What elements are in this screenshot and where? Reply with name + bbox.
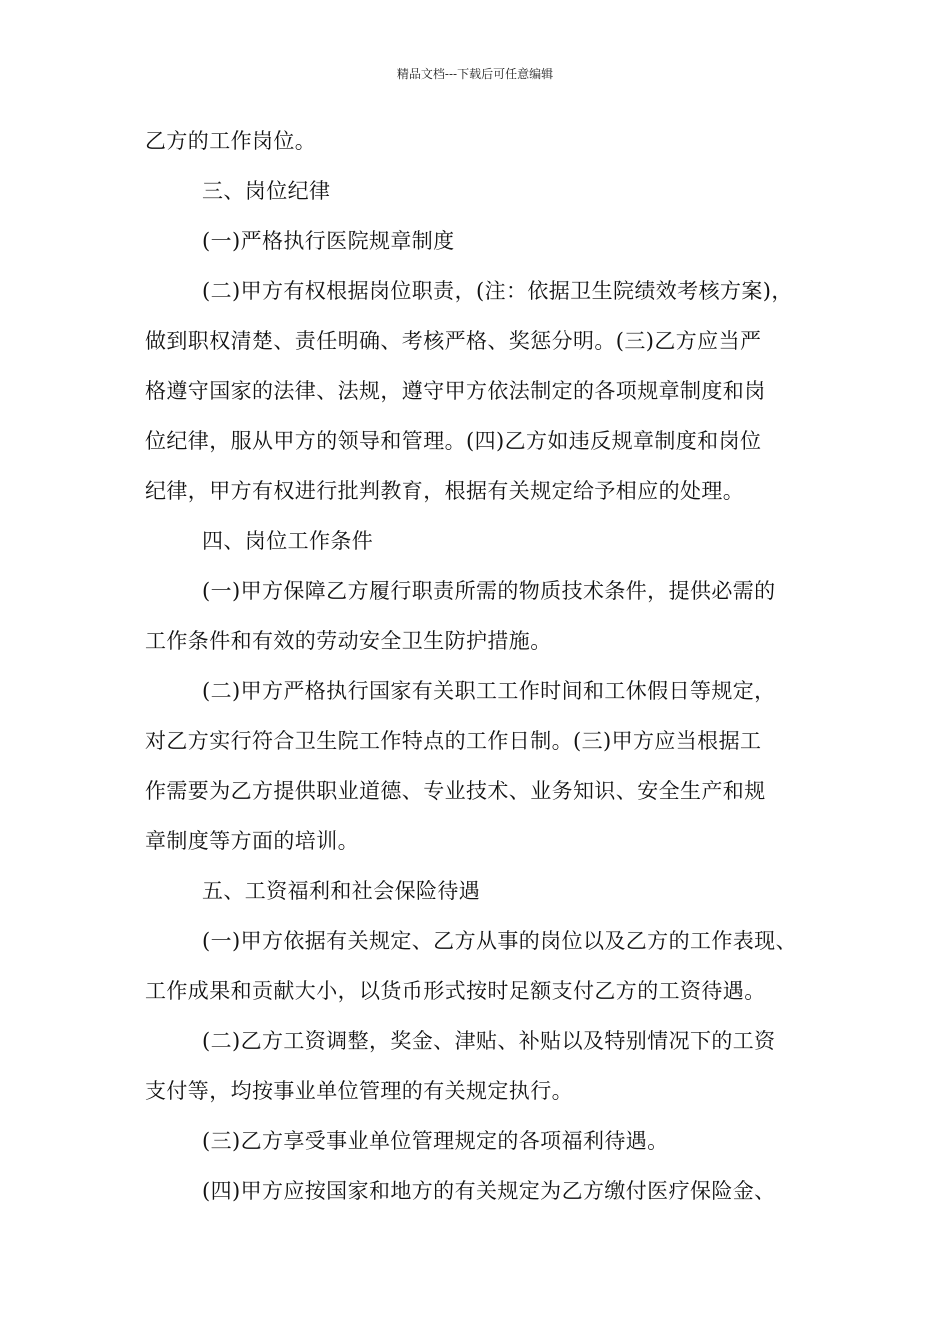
- clause-line: (四)甲方应按国家和地方的有关规定为乙方缴付医疗保险金、: [202, 1179, 776, 1203]
- clause-line: (二)甲方有权根据岗位职责，(注：依据卫生院绩效考核方案)，: [202, 279, 793, 303]
- document-body: [145, 126, 825, 1226]
- body-line: 支付等，均按事业单位管理的有关规定执行。: [145, 1079, 573, 1103]
- body-line: 工作成果和贡献大小，以货币形式按时足额支付乙方的工资待遇。: [145, 979, 766, 1003]
- clause-line: (二)甲方严格执行国家有关职工工作时间和工休假日等规定，: [202, 679, 776, 703]
- body-line: 章制度等方面的培训。: [145, 829, 359, 853]
- body-line: 位纪律，服从甲方的领导和管理。(四)乙方如违反规章制度和岗位: [145, 429, 762, 453]
- clause-line: (一)甲方依据有关规定、乙方从事的岗位以及乙方的工作表现、: [202, 929, 797, 953]
- page-header: 精品文档---下载后可任意编辑: [396, 67, 554, 81]
- body-line: 乙方的工作岗位。: [145, 129, 317, 153]
- body-line: 工作条件和有效的劳动安全卫生防护措施。: [145, 629, 552, 653]
- clause-line: (一)严格执行医院规章制度: [202, 229, 455, 253]
- clause-line: (一)甲方保障乙方履行职责所需的物质技术条件，提供必需的: [202, 579, 776, 603]
- body-line: 格遵守国家的法律、法规，遵守甲方依法制定的各项规章制度和岗: [145, 379, 766, 403]
- clause-line: (二)乙方工资调整，奖金、津贴、补贴以及特别情况下的工资: [202, 1029, 776, 1053]
- body-line: 纪律，甲方有权进行批判教育，根据有关规定给予相应的处理。: [145, 479, 745, 503]
- section-heading: 五、工资福利和社会保险待遇: [202, 879, 481, 903]
- section-heading: 四、岗位工作条件: [202, 529, 374, 553]
- section-heading: 三、岗位纪律: [202, 179, 331, 203]
- body-line: 做到职权清楚、责任明确、考核严格、奖惩分明。(三)乙方应当严: [145, 329, 762, 353]
- body-line: 对乙方实行符合卫生院工作特点的工作日制。(三)甲方应当根据工: [145, 729, 762, 753]
- body-line: 作需要为乙方提供职业道德、专业技术、业务知识、安全生产和规: [145, 779, 766, 803]
- clause-line: (三)乙方享受事业单位管理规定的各项福利待遇。: [202, 1129, 669, 1153]
